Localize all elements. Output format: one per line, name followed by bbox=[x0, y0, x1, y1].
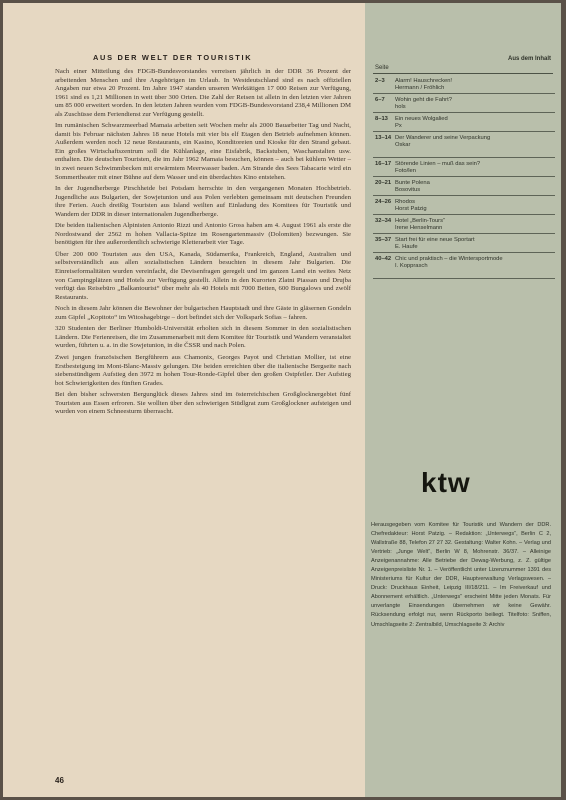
article-paragraph: Zwei jungen französischen Bergführern aus Chamonix, Georges Payot und Christian Mollier, ist eine Erstbesteigung im Mont-Blanc-Massiv gelungen. Die beiden erreichten über die italienische Bergseite nach siebenstündigem Aufstieg den 3972 m hohen Tour-Ronde-Gipfel über den großen Ostpfeiler. Der Aufstieg bot Schwierigkeiten des fünften Grades. bbox=[55, 353, 351, 387]
contents-item-pages: 20–21 bbox=[375, 180, 392, 186]
contents-item bbox=[373, 94, 555, 113]
contents-item bbox=[373, 158, 555, 177]
seite-label: Seite bbox=[375, 65, 389, 71]
contents-item-title: Störende Linien – muß das sein? Foto/len bbox=[395, 161, 481, 174]
contents-item-title: Hotel „Berlin-Tours“ Irene Henselmann bbox=[395, 218, 445, 231]
contents-divider bbox=[373, 73, 553, 74]
contents-title: Aus dem Inhalt bbox=[507, 56, 551, 62]
contents-item-title: Start frei für eine neue Sportart E. Haufe bbox=[395, 237, 475, 250]
contents-item-pages: 8–13 bbox=[375, 116, 388, 122]
article-paragraph: Über 200 000 Touristen aus den USA, Kanada, Südamerika, Frankreich, England, Australien und selbstverständlich aus allen sozialistischen Ländern besuchten in diesem Jahr Bulgarien. Die Einreiseformalitäten wurden vereinfacht, die Devisenfragen geregelt und im ganzen Land ein weites Netz von Campingplätzen und Hotels zur Verfügung gestellt. Allein in den Kurorten Zlatni Piassan und Drujba verfügt das Reisebüro „Balkantourist“ über mehr als 40 Hotels mit 7000 Betten, 600 Bungalows und zwölf Restaurants. bbox=[55, 250, 351, 301]
contents-item bbox=[373, 113, 555, 132]
contents-item-title: Wohin geht die Fahrt? hols bbox=[395, 97, 452, 110]
contents-item bbox=[373, 132, 555, 158]
article-paragraph: Nach einer Mitteilung des FDGB-Bundesvorstandes verreisen jährlich in der DDR 36 Prozent der arbeitenden Menschen und ihre Angehörigen im Urlaub. In Westdeutschland sind es nach offiziellen Angaben nur etwa 20 Prozent. Im Jahre 1947 standen unseren Werktätigen 17 000 Reisen zur Verfügung, 1961 sind es 1,21 Millionen in weit über 300 Orten. Die Zahl der Reisen ist allein in den letzten vier Jahren um 85 000 erweitert worden. In den letzten Jahren wurden vom FDGB-Bundesvorstand 238,4 Millionen DM als Zuschüsse dem Feriendienst zur Verfügung gestellt. bbox=[55, 68, 351, 118]
contents-item bbox=[373, 234, 555, 253]
contents-item-title: Chic und praktisch – die Wintersportmode I. Kopprasch bbox=[395, 256, 503, 269]
contents-item-title: Der Wanderer und seine Verpackung Oskar bbox=[395, 135, 491, 148]
article-paragraph: 320 Studenten der Berliner Humboldt-Universität erholten sich in diesem Sommer in den sozialistischen Ländern. Die Ferienreisen, die im Zusammenarbeit mit dem Komitee für Touristik und Wandern veranstaltet wurden, führten u. a. in die Sowjetunion, in die ČSSR und nach Polen. bbox=[55, 325, 351, 350]
contents-item-pages: 40–42 bbox=[375, 256, 392, 262]
article-paragraph: Im rumänischen Schwarzmeerbad Mamaia arbeiten seit Wochen mehr als 2000 Bauarbeiter Tag und Nacht, damit bis Februar nächsten Jahres 18 neue Hotels mit vier bis elf Etagen den Betrieb aufnehmen können. Außerdem werden noch 12 neue Restaurants, ein Kasino, Konditoreien und Kioske für den Strand gebaut. Ein großes Wirtschaftszentrum soll die Kühlanlage, eine Eisfabrik, Backstuben, Waschanstalten usw. enthalten. Die deutschen Touristen, die im Jahr 1962 Mamaia besuchen, können – auch bei kühlem Wetter – in zwei neuen Schwimmbecken mit erwärmtem Meerwasser baden. Am Strande des Sees Tabacarie wird ein Sommertheater mit einer Bühne auf dem Wasser und ein überdachtes Kino entstehen. bbox=[55, 122, 351, 181]
contents-item bbox=[373, 196, 555, 215]
article-paragraph: In der Jugendherberge Pirschheide bei Potsdam herrschte in den vergangenen Monaten Hochbetrieb. Jugendliche aus Bulgarien, der Sowjetunion und aus Polen verlebten gemeinsam mit deutschen Freunden ihre Ferien. Auch dreißig Touristen aus Island weilten auf Einladung des Komitees für Touristik und Wandern der DDR in dieser internationalen Jugendherberge. bbox=[55, 185, 351, 218]
contents-item-title: Bunte Polena Bosovitus bbox=[395, 180, 430, 193]
ktw-logo: ktw bbox=[421, 467, 471, 498]
page-number: 46 bbox=[55, 776, 64, 785]
contents-item-pages: 6–7 bbox=[375, 97, 385, 103]
contents-sidebar bbox=[365, 3, 561, 797]
article-paragraph: Die beiden italienischen Alpinisten Antonio Rizzi und Antonio Gross haben am 4. August 1961 als erste die Nordostwand der 2562 m hohen Vallacia-Spitze im Rosengartenmassiv (Dolomiten) bezwungen. Sie benötigten für ihre außerordentlich schwierige Kletterarbeit vier Tage. bbox=[55, 222, 351, 247]
contents-item-title: Ein neues Wolgalied Px bbox=[395, 116, 448, 129]
imprint-text: Herausgegeben vom Komitee für Touristik und Wandern der DDR. Chefredakteur: Horst Patzig. – Redaktion: „Unterwegs“, Berlin C 2, Wallstraße 88, Telefon 27 27 32. Gestaltung: Walter Kohn. – Verlag und Vertrieb: „Junge Welt“, Berlin W 8, Mohrenstr. 36/37. – Alleinige Anzeigenannahme: Alle Betriebe der Dewag-Werbung, z. Z. gültige Anzeigenpreisliste Nr. 1. – Veröffentlicht unter Lizenznummer 1391 des Ministeriums für Kultur der DDR, Hauptverwaltung Verlagswesen. – Druck: Druckhaus Einheit, Leipzig III/18/211. – Im Freiverkauf und Abonnement erhältlich. „Unterwegs“ erscheint Mitte jeden Monats. Für unverlangte Einsendungen übernehmen wir keine Gewähr. Rücksendung erfolgt nur, wenn Rückporto beiliegt. Titelfoto: Sniffen, Umschlagseite 2: Zentralbild, Umschlagseite 3: Archiv bbox=[371, 522, 551, 628]
article-heading: AUS DER WELT DER TOURISTIK bbox=[93, 53, 253, 62]
contents-item-title: Alarm! Hauschrecken! Hermann / Fröhlich bbox=[395, 78, 453, 91]
contents-item bbox=[373, 253, 555, 279]
article-column bbox=[55, 53, 351, 420]
magazine-page bbox=[3, 3, 561, 797]
contents-item-pages: 13–14 bbox=[375, 135, 392, 141]
article-paragraph: Noch in diesem Jahr können die Bewohner der bulgarischen Hauptstadt und ihre Gäste in gläsernen Gondeln zum Gipfel „Kopitoto“ im Witoshagebirge – dort befindet sich der Volkspark Sofias – fahren. bbox=[55, 305, 351, 321]
contents-item-title: Rhodos Horst Patzig bbox=[395, 199, 427, 212]
contents-item-pages: 16–17 bbox=[375, 161, 392, 167]
contents-item-pages: 35–37 bbox=[375, 237, 392, 243]
contents-item-pages: 32–34 bbox=[375, 218, 392, 224]
article-paragraph: Bei den bisher schwersten Bergunglück dieses Jahres sind im österreichischen Großglocknergebiet fünf Touristen aus Essen erfroren. Sie wollten über den schwierigen Stüdlgrat zum Großglockner aufsteigen und wurden von einem Schneesturm überrascht. bbox=[55, 391, 351, 416]
contents-list bbox=[373, 75, 555, 279]
contents-item bbox=[373, 75, 555, 94]
contents-item-pages: 2–3 bbox=[375, 78, 385, 84]
contents-item bbox=[373, 215, 555, 234]
contents-item-pages: 24–26 bbox=[375, 199, 392, 205]
contents-item bbox=[373, 177, 555, 196]
